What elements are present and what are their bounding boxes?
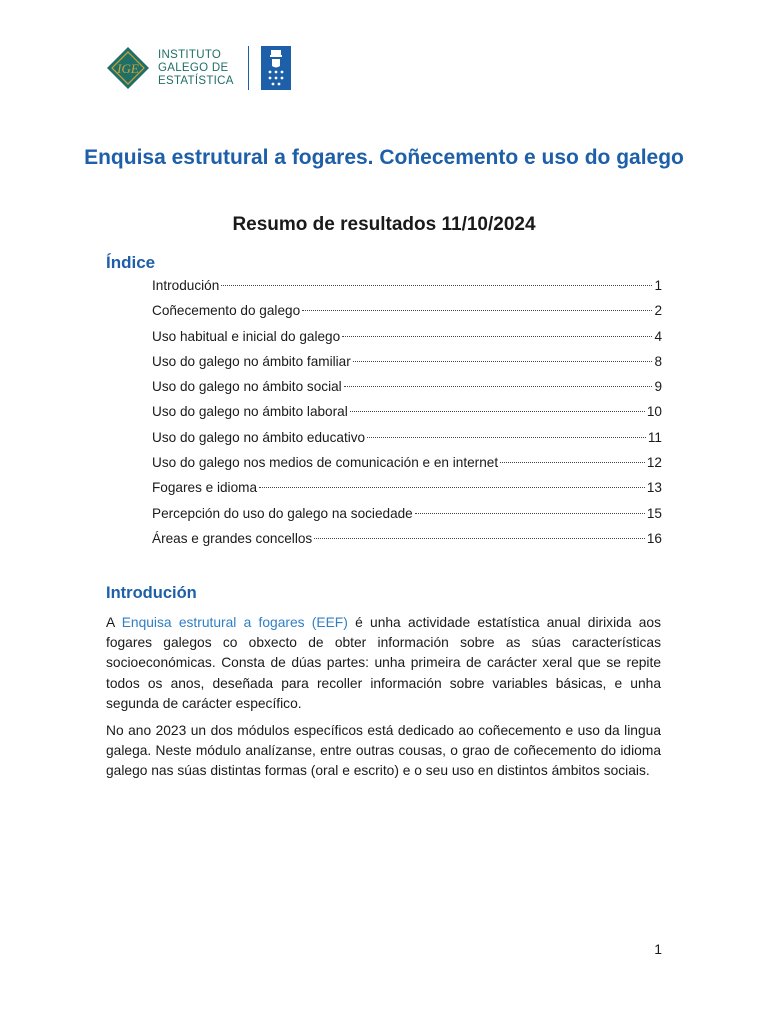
toc-item-medios-internet[interactable] (152, 452, 662, 477)
institute-name-line: GALEGO DE (158, 61, 229, 74)
toc-leader-dots (302, 310, 652, 311)
toc-item-percepcion[interactable] (152, 503, 662, 528)
page-number: 1 (654, 941, 662, 957)
toc-item-page: 2 (654, 303, 662, 319)
paragraph-text: é unha actividade estatística anual dirixida aos fogares galegos co obxecto de obter información sobre as súas características socioeconómicas. Consta de dúas partes: unha primeira de carácter xeral que se repite todos os anos, deseñada para recoller información sobre variables básicas, e unha segunda de carácter específico. (106, 615, 661, 711)
toc-item-ambito-laboral[interactable] (152, 401, 662, 426)
toc-leader-dots (367, 437, 646, 438)
toc-leader-dots (259, 487, 645, 488)
institute-name-line: INSTITUTO (158, 48, 222, 61)
toc-leader-dots (415, 513, 645, 514)
toc-item-areas-concellos[interactable] (152, 528, 662, 553)
toc-item-ambito-educativo[interactable] (152, 427, 662, 452)
toc-leader-dots (350, 411, 645, 412)
toc-item-ambito-social[interactable] (152, 376, 662, 401)
institute-name (158, 49, 234, 88)
document-header (106, 44, 291, 92)
toc-item-label: Áreas e grandes concellos (152, 530, 313, 546)
introduction-paragraph-2: No ano 2023 un dos módulos específicos está dedicado ao coñecemento e uso da lingua galega. Neste módulo analízanse, entre outras cousas, o grao de coñecemento do idioma galego nas súas distintas formas (oral e escrito) e o seu uso en distintos ámbitos sociais. (106, 723, 661, 779)
toc-item-page: 4 (654, 328, 662, 344)
toc-item-page: 1 (654, 278, 662, 293)
toc-item-label: Uso do galego no ámbito educativo (152, 429, 366, 445)
toc-item-page: 8 (654, 353, 662, 369)
toc-item-page: 15 (646, 505, 662, 521)
toc-item-label: Uso do galego no ámbito social (152, 379, 342, 395)
toc-leader-dots (221, 285, 652, 286)
introduction-heading: Introdución (106, 584, 197, 602)
toc-item-page: 16 (646, 530, 662, 546)
toc-leader-dots (314, 538, 645, 539)
toc-item-label: Uso do galego no ámbito familiar (152, 353, 351, 369)
toc-item-label: Percepción do uso do galego na sociedade (152, 505, 413, 521)
toc-item-label: Uso do galego nos medios de comunicación e en internet (152, 455, 499, 471)
toc-item-label: Uso do galego no ámbito laboral (152, 404, 348, 420)
toc-item-label: Coñecemento do galego (152, 303, 301, 319)
toc-item-ambito-familiar[interactable] (152, 351, 662, 376)
toc-leader-dots (500, 462, 645, 463)
table-of-contents (152, 275, 662, 553)
igs-logo-icon (106, 46, 150, 90)
toc-item-page: 11 (647, 429, 662, 445)
toc-leader-dots (353, 361, 653, 362)
eef-survey-link[interactable]: Enquisa estrutural a fogares (EEF) (121, 615, 348, 630)
document-subtitle: Resumo de resultados 11/10/2024 (232, 214, 536, 235)
toc-item-page: 13 (646, 480, 662, 496)
institute-name-line: ESTATÍSTICA (158, 74, 234, 87)
toc-item-page: 10 (646, 404, 662, 420)
document-title: Enquisa estrutural a fogares. Coñecemento e uso do galego (84, 146, 684, 169)
introduction-paragraph-1 (106, 613, 661, 714)
toc-item-conecemento[interactable] (152, 300, 662, 325)
toc-item-uso-habitual[interactable] (152, 326, 662, 351)
toc-leader-dots (344, 386, 653, 387)
galicia-coat-of-arms-icon (261, 46, 291, 90)
header-divider (248, 46, 249, 90)
toc-item-label: Introdución (152, 278, 220, 293)
svg-text:IGE: IGE (117, 61, 139, 76)
toc-item-fogares-idioma[interactable] (152, 477, 662, 502)
toc-leader-dots (342, 336, 652, 337)
toc-item-page: 9 (654, 379, 662, 395)
toc-item-introducion[interactable] (152, 275, 662, 300)
index-heading: Índice (106, 253, 156, 272)
toc-item-label: Uso habitual e inicial do galego (152, 328, 341, 344)
toc-item-label: Fogares e idioma (152, 480, 258, 496)
toc-item-page: 12 (646, 455, 662, 471)
paragraph-text: A (106, 615, 122, 630)
